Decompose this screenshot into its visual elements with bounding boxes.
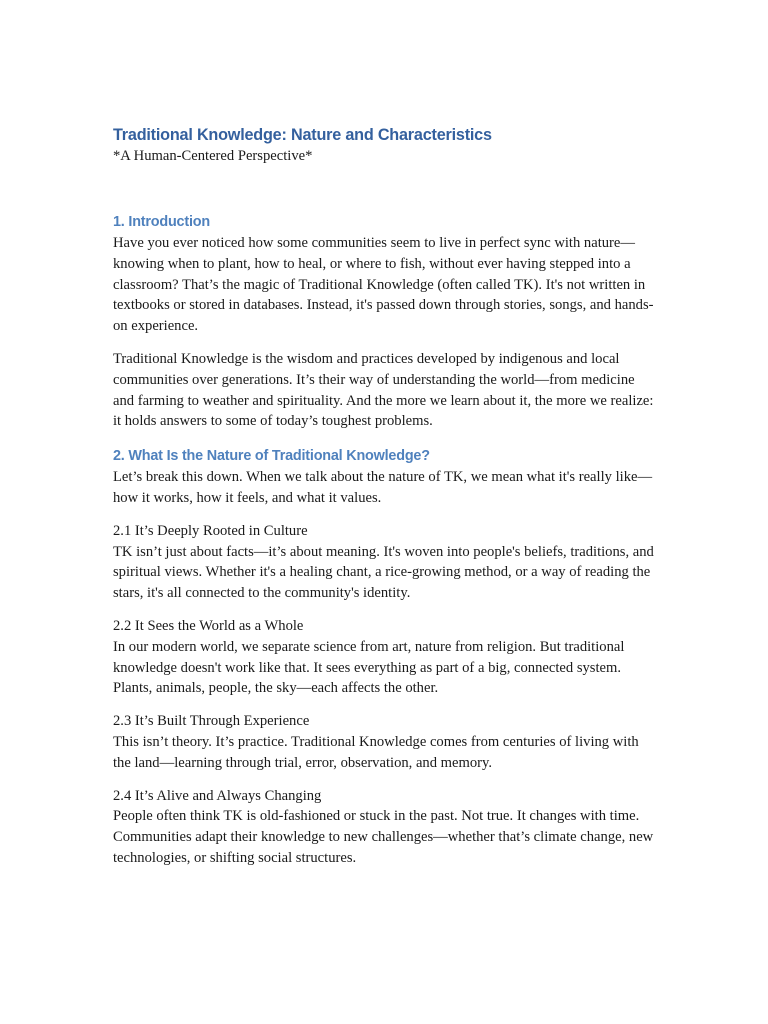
intro-paragraph-1: Have you ever noticed how some communities seem to live in perfect sync with nature—knowing when to plant, how to heal, or where to fish, without ever having stepped into a classroom? That’s the magic of Traditional Knowledge (often called TK). It's not written in textbooks or stored in databases. Instead, it's passed down through stories, songs, and hands-on experience. — [113, 235, 654, 335]
document-subtitle: *A Human-Centered Perspective* — [113, 148, 313, 164]
section-heading-nature: 2. What Is the Nature of Traditional Knowledge? — [113, 448, 430, 465]
document-title: Traditional Knowledge: Nature and Characteristics — [113, 126, 492, 144]
subsection-body-2-4: People often think TK is old-fashioned or stuck in the past. Not true. It changes with time. Communities adapt their knowledge to new challenges—whether that’s climate change, new technologies, or shifting social structures. — [113, 808, 654, 866]
subsection-title-2-2: 2.2 It Sees the World as a Whole — [113, 617, 304, 634]
subsection-title-2-4: 2.4 It’s Alive and Always Changing — [113, 787, 322, 804]
subsection-body-2-1: TK isn’t just about facts—it’s about meaning. It's woven into people's beliefs, traditions, and spiritual views. Whether it's a healing chant, a rice-growing method, or a way of reading the stars, it's all connected to the community's identity. — [113, 543, 654, 602]
section-heading-introduction: 1. Introduction — [113, 214, 210, 230]
subsection-body-2-3: This isn’t theory. It’s practice. Traditional Knowledge comes from centuries of living with the land—learning through trial, error, observation, and memory. — [113, 733, 639, 771]
nature-paragraph-1: Let’s break this down. When we talk about the nature of TK, we mean what it's really like—how it works, how it feels, and what it values. — [113, 469, 653, 506]
subsection-body-2-2: In our modern world, we separate science from art, nature from religion. But traditional knowledge doesn't work like that. It sees everything as part of a big, connected system. Plants, animals, people, the sky—each affects the other. — [113, 638, 625, 697]
document-page — [113, 124, 658, 869]
subsection-title-2-3: 2.3 It’s Built Through Experience — [113, 713, 310, 730]
intro-paragraph-2: Traditional Knowledge is the wisdom and practices developed by indigenous and local communities over generations. It’s their way of understanding the world—from medicine and farming to weather and spirituality. And the more we learn about it, the more we realize: it holds answers to some of today’s toughest problems. — [113, 350, 654, 430]
subsection-title-2-1: 2.1 It’s Deeply Rooted in Culture — [113, 522, 308, 539]
